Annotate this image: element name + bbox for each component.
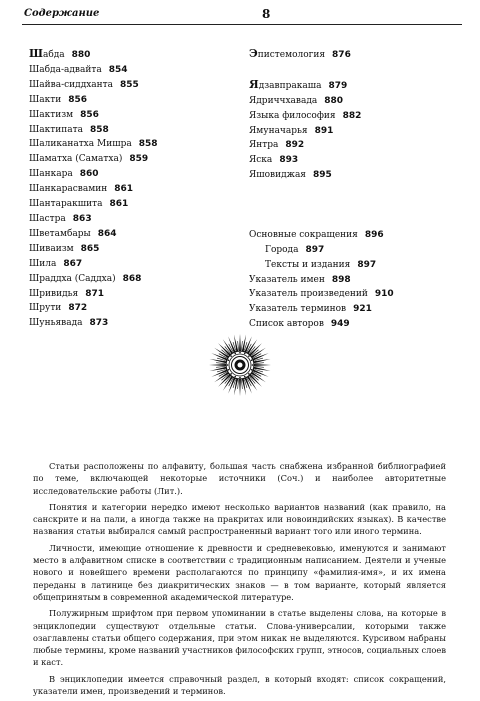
entry-title: Шраддха (Саддха)	[29, 273, 116, 284]
toc-entry[interactable]	[29, 93, 229, 108]
entry-title: Шантаракшита	[29, 199, 103, 210]
toc-entry[interactable]	[29, 272, 229, 287]
toc-entry[interactable]	[249, 302, 459, 317]
entry-page-number: 896	[364, 229, 384, 240]
entry-page-number: 865	[80, 243, 100, 254]
toc-entry[interactable]	[249, 258, 459, 273]
entry-title: Шаликанатха Мишра	[29, 139, 132, 150]
entry-page-number: 891	[314, 125, 334, 136]
body-paragraph: Полужирным шрифтом при первом упоминании в статье выделены слова, на которые в энциклопедии существуют отдельные статьи. Слова-универсалии, которыми также озаглавлены статьи общего содержания, при этом никак не выделяются. Курсивом набраны любые термины, кроме названий участников философских групп, этносов, социальных слоев и каст.	[33, 608, 446, 668]
toc-entry[interactable]	[29, 212, 229, 227]
entry-page-number: 867	[63, 258, 83, 269]
toc-entry[interactable]	[29, 182, 229, 197]
entry-page-number: 897	[357, 259, 377, 270]
entry-title: Шайва-сиддханта	[29, 79, 114, 90]
entry-page-number: 873	[89, 318, 109, 329]
toc-entry[interactable]	[29, 152, 229, 167]
toc-entry[interactable]	[249, 138, 459, 153]
entry-page-number: 882	[342, 110, 362, 121]
toc-entry[interactable]	[29, 287, 229, 302]
toc-entry[interactable]	[29, 301, 229, 316]
entry-title: Шиваизм	[29, 243, 74, 254]
entry-title: Шанкара	[29, 169, 73, 180]
toc-entry[interactable]	[29, 227, 229, 242]
entry-title: Ядриччхавада	[249, 95, 318, 106]
entry-title: Тексты и издания	[265, 259, 351, 270]
body-paragraph: Понятия и категории нередко имеют несколько вариантов названий (как правило, на санскрите и на пали, а иногда также на пракритах или новоиндийских языках). В качестве названия статьи выбирался самый распространенный вариант того или иного термина.	[33, 501, 446, 537]
entry-page-number: 858	[89, 124, 109, 135]
toc-entry[interactable]	[249, 287, 459, 302]
entry-page-number: 861	[114, 184, 134, 195]
page-header	[22, 8, 462, 25]
entry-title: Шила	[29, 258, 57, 269]
entry-lead-letter: Я	[249, 77, 259, 91]
entry-title: Шривидья	[29, 288, 79, 299]
body-text	[33, 460, 446, 701]
entry-page-number: 921	[353, 304, 372, 315]
sun-rosette-icon	[208, 333, 272, 397]
entry-page-number: 868	[122, 273, 142, 284]
toc-entry[interactable]	[29, 78, 229, 93]
toc-right-column	[249, 47, 459, 332]
body-paragraph: В энциклопедии имеется справочный раздел, в который входят: список сокращений, указатели имен, произведений и терминов.	[33, 673, 446, 697]
body-paragraph: Статьи расположены по алфавиту, большая часть снабжена избранной библиографией по теме, включающей некоторые источники (Соч.) и наиболее авторитетные исследовательские работы (Лит.).	[33, 461, 446, 496]
toc-gap	[249, 63, 459, 78]
entry-page-number: 872	[68, 303, 88, 314]
toc-entry[interactable]	[249, 47, 459, 63]
toc-entry[interactable]	[249, 124, 459, 139]
entry-page-number: 863	[72, 213, 92, 224]
toc-entry[interactable]	[29, 316, 229, 331]
toc-entry[interactable]	[249, 78, 459, 94]
entry-title: Янтра	[249, 140, 279, 151]
toc-entry[interactable]	[29, 123, 229, 138]
entry-title: Языка философия	[249, 110, 336, 121]
entry-page-number: 856	[68, 94, 88, 105]
entry-title: Список авторов	[249, 319, 324, 330]
entry-page-number: 871	[85, 288, 105, 299]
toc-entry[interactable]	[249, 153, 459, 168]
entry-title: Яска	[249, 155, 273, 166]
entry-title: Шветамбары	[29, 228, 91, 239]
entry-page-number: 876	[332, 50, 351, 60]
entry-title: дзавпракаша	[258, 80, 322, 91]
entry-title: абда	[42, 50, 65, 60]
entry-title: Яшовиджая	[249, 170, 306, 181]
entry-title: Указатель терминов	[249, 304, 347, 315]
entry-page-number: 893	[279, 155, 299, 166]
entry-page-number: 864	[97, 228, 117, 239]
entry-page-number: 880	[71, 50, 91, 60]
entry-page-number: 858	[138, 139, 158, 150]
entry-title: Шанкарасвамин	[29, 184, 108, 195]
entry-page-number: 910	[374, 289, 394, 300]
entry-title: Шуньявада	[29, 318, 83, 329]
entry-title: Указатель произведений	[249, 289, 368, 300]
page-number: 8	[262, 7, 271, 21]
toc-entry[interactable]	[249, 228, 459, 243]
entry-title: Указатель имен	[249, 274, 325, 285]
entry-page-number: 859	[129, 154, 149, 165]
entry-page-number: 898	[331, 274, 351, 285]
toc-entry[interactable]	[29, 197, 229, 212]
toc-entry[interactable]	[249, 273, 459, 288]
entry-page-number: 861	[109, 199, 129, 210]
entry-lead-letter: Ш	[29, 47, 43, 60]
toc-entry[interactable]	[29, 257, 229, 272]
toc-entry[interactable]	[29, 63, 229, 78]
entry-title: пистемология	[257, 50, 326, 60]
toc-entry[interactable]	[29, 242, 229, 257]
toc-entry[interactable]	[29, 108, 229, 123]
entry-page-number: 897	[305, 244, 325, 255]
entry-title: Города	[265, 244, 299, 255]
entry-title: Шактипата	[29, 124, 83, 135]
entry-title: Шрути	[29, 303, 62, 314]
entry-title: Ямуначарья	[249, 125, 308, 136]
entry-page-number: 949	[330, 319, 350, 330]
toc-entry[interactable]	[249, 109, 459, 124]
entry-lead-letter: Э	[249, 47, 258, 60]
entry-title: Шаматха (Саматха)	[29, 154, 123, 165]
entry-page-number: 860	[79, 169, 99, 180]
body-paragraph: Личности, имеющие отношение к древности и средневековью, именуются и занимают место в алфавитном списке в соответствии с традиционным написанием. Деятели и ученые нового и новейшего времени располагаются по принципу «фамилия-имя», и их имена переданы в латинице без диакритических знаков — в том варианте, который является общепринятым в современной академической литературе.	[33, 542, 446, 602]
toc-entry[interactable]	[29, 167, 229, 182]
toc-entry[interactable]	[29, 137, 229, 152]
toc-entry[interactable]	[249, 317, 459, 332]
toc-entry[interactable]	[249, 168, 459, 183]
entry-page-number: 879	[328, 80, 348, 91]
entry-page-number: 854	[108, 64, 128, 75]
toc-left-column	[29, 47, 229, 331]
section-gap	[249, 183, 459, 228]
toc-entry[interactable]	[29, 47, 229, 63]
entry-page-number: 892	[285, 140, 305, 151]
entry-title: Шакти	[29, 94, 62, 105]
entry-title: Основные сокращения	[249, 229, 358, 240]
toc-entry[interactable]	[249, 94, 459, 109]
entry-page-number: 855	[120, 79, 139, 90]
entry-page-number: 880	[324, 95, 344, 106]
entry-page-number: 856	[80, 109, 99, 120]
entry-title: Шактизм	[29, 109, 74, 120]
entry-page-number: 895	[312, 170, 332, 181]
entry-title: Шабда-адвайта	[29, 64, 102, 75]
section-title: Содержание	[24, 8, 100, 19]
toc-entry[interactable]	[249, 243, 459, 258]
entry-title: Шастра	[29, 213, 66, 224]
